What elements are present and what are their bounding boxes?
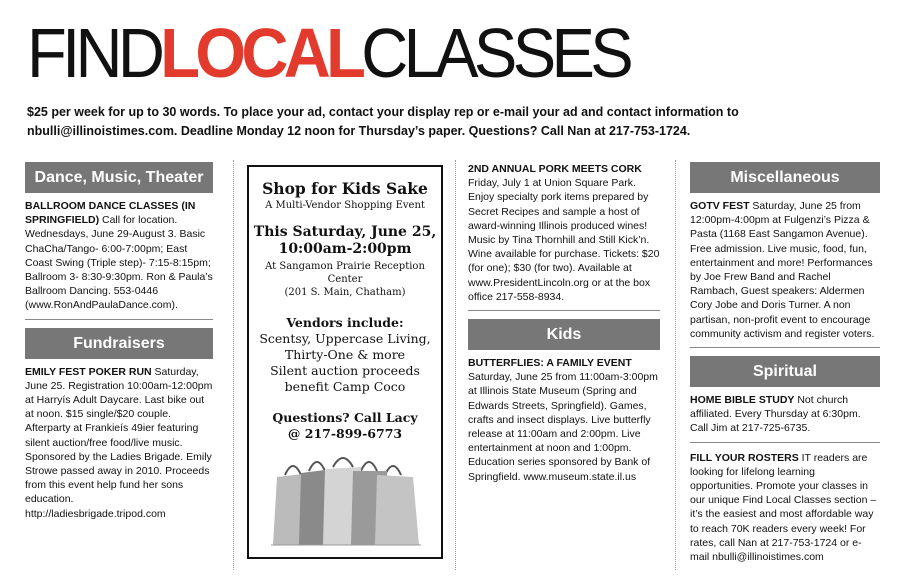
masthead-find: FIND [27,14,161,92]
section-header-fundraisers: Fundraisers [25,328,213,359]
masthead-classes: CLASSES [361,14,630,92]
section-header-dance: Dance, Music, Theater [25,162,213,193]
listing-title: EMILY FEST POKER RUN [25,365,152,378]
masthead-local: LOCAL [160,14,362,92]
listing-title: 2ND ANNUAL PORK MEETS CORK [468,163,642,175]
listing-emily-fest [25,365,213,527]
listing-title: BUTTERFLIES: A FAMILY EVENT [468,357,632,370]
ad-venue: At Sangamon Prairie Reception Center [265,261,425,285]
column-divider [455,160,456,570]
masthead [27,14,630,92]
listing-body: Saturday, June 25 from 11:00am-3:00pm at Illinois State Museum (Spring and Edwards Streets, Springfield). Games, crafts and insect displays. Live butterfly release at 11:00am and 2:00pm. Live entertainment at noon and 1:00pm. Education series sponsored by Bank of Springfield. www.museum.state.il.us [468,371,658,483]
section-header-kids: Kids [468,319,660,350]
listing-title: FILL YOUR ROSTERS [690,451,799,464]
ad-date: This Saturday, June 25, [253,224,437,240]
ad-address: (201 S. Main, Chatham) [284,287,406,298]
section-header-spiritual: Spiritual [690,356,880,387]
ad-subtitle: A Multi-Vendor Shopping Event [265,200,425,211]
listing-fill-your-rosters [690,451,880,571]
ad-auction-line: Silent auction proceeds [270,363,420,378]
ad-questions: Questions? Call Lacy [272,410,418,425]
ad-phone: @ 217-899-6773 [287,426,403,441]
listing-ballroom-dance [25,199,213,320]
intro-text: $25 per week for up to 30 words. To place your ad, contact your display rep or e-mail your ad and contact information to nbulli@illinoistimes.com. Deadline Monday 12 noon for Thursday’s paper. Questions? Call Nan at 217-753-1724. [27,105,739,138]
ad-auction-line: benefit Camp Coco [284,379,406,394]
column-divider [675,160,676,570]
listing-title: BALLROOM DANCE CLASSES (IN SPRINGFIELD) [25,200,196,227]
listing-body: Not church affiliated. Every Thursday at 6:30pm. Call Jim at 217-725-6735. [690,394,861,435]
column-1 [25,162,213,535]
listing-title: GOTV FEST [690,200,750,212]
column-divider [233,160,234,570]
listing-body: Friday, July 1 at Union Square Park. Enjoy specialty pork items prepared by Secret Recipes and sample a host of award-winning Illinois produced wines! Music by Tina Thornhill and Still Kick’n. Wine available for purchase. Tickets: $20 (for one); $30 (for two). Available at www.PresidentLincoln.org or at the box office 217-558-8934. [468,177,660,303]
ad-vendors-line: Thirty-One & more [284,347,406,362]
listing-pork-meets-cork [468,162,660,311]
shop-for-kids-ad [247,165,443,559]
ad-time: 10:00am-2:00pm [278,241,412,257]
listing-body: Saturday, June 25. Registration 10:00am-12:00pm at Harryís Adult Daycare. Last bike out at noon. $15 single/$20 couple. Afterparty at Frankieís 49ier featuring silent auction/free food/live music. Sponsored by the Ladies Brigade. Emily Strowe passed away in 2010. Proceeds from this event help fund her sons education. http://ladiesbrigade.tripod.com [25,365,213,520]
listing-butterflies [468,356,660,490]
listing-gotv-fest [690,199,880,348]
ad-vendors-heading: Vendors include: [286,315,404,330]
listing-title: HOME BIBLE STUDY [690,394,795,407]
listing-home-bible-study [690,393,880,443]
shopping-bags-image [271,453,421,547]
section-header-miscellaneous: Miscellaneous [690,162,880,193]
listing-body: IT readers are looking for lifelong learning opportunities. Promote your classes in our unique Find Local Classes section – it’s the easiest and most affordable way to reach 70K readers every week! For rates, call Nan at 217-753-1724 or e-mail nbulli@illinoistimes.com [690,451,877,564]
column-3 [468,162,660,498]
listing-body: Call for location. Wednesdays, June 29-August 3. Basic ChaCha/Tango- 6:00-7:00pm; East Coast Swing (Triple step)- 7:15-8:15pm; Ballroom 3- 8:30-9:30pm. Ron & Paula’s Ballroom Dancing. 553-0446 (www.RonAndPaulaDance.com). [25,214,213,312]
column-4 [690,162,880,578]
ad-vendors-line: Scentsy, Uppercase Living, [259,331,431,346]
listing-body: Saturday, June 25 from 12:00pm-4:00pm at Fulgenzi’s Pizza & Pasta (1168 East Sangamon Avenue). Free admission. Live music, food, fun, entertainment and more! Performances by Joe Frew Band and Rachel Rambach, Guest speakers: Aldermen Cory Jobe and Doris Turner. A non partisan, non-profit event to encourage community activism and register voters. [690,200,875,340]
ad-title: Shop for Kids Sake [262,179,428,198]
